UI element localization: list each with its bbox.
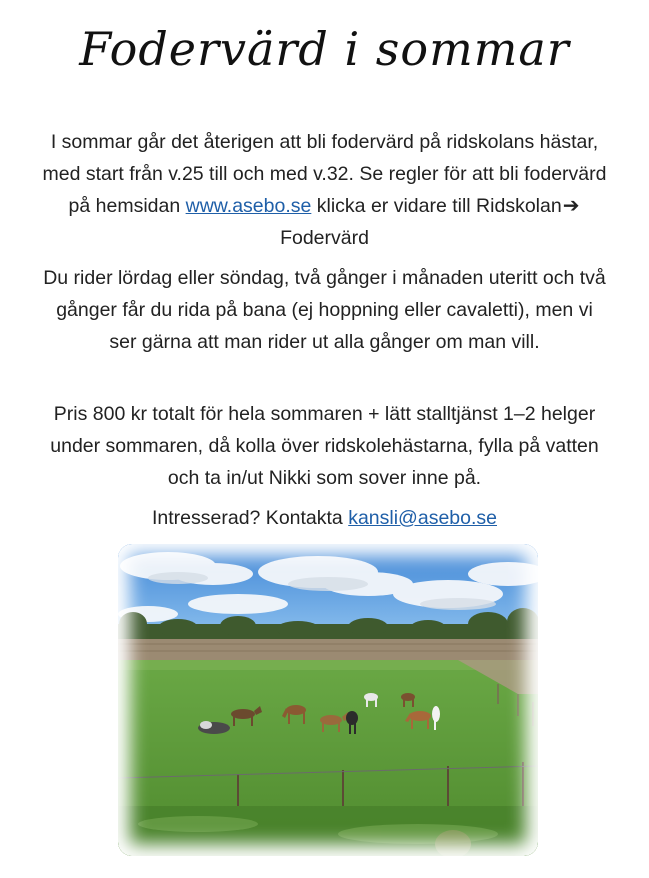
email-link[interactable]: kansli@asebo.se — [348, 507, 497, 529]
right-arrow-icon: ➔ — [562, 195, 580, 217]
website-link[interactable]: www.asebo.se — [185, 195, 312, 217]
horses-pasture-photo — [118, 544, 538, 856]
contact-text: Intresserad? Kontakta — [152, 507, 349, 529]
paragraph-price: Pris 800 kr totalt för hela sommaren + lätt stalltjänst 1–2 helger under sommaren, då kolla över ridskolehästarna, fylla på vatten och ta in/ut Nikki som sover inne på. — [50, 403, 599, 489]
intro-text: I sommar går det återigen att bli fodervärd på ridskolans hästar, med start från v.25 till och med v.32. Se regler för att bli fodervärd på hemsidan — [42, 131, 607, 217]
paragraph-contact — [40, 502, 609, 534]
paragraph-riding-schedule: Du rider lördag eller söndag, två gånger i månaden uteritt och två gånger får du rida på bana (ej hoppning eller cavaletti), men vi ser gärna att man rider ut alla gånger om man vill. — [43, 267, 606, 353]
intro-text-end: Fodervärd — [280, 227, 369, 249]
paragraph-intro — [40, 126, 609, 254]
page-title: Fodervärd i sommar — [79, 22, 570, 76]
intro-text-continued: klicka er vidare till Ridskolan — [311, 195, 562, 217]
